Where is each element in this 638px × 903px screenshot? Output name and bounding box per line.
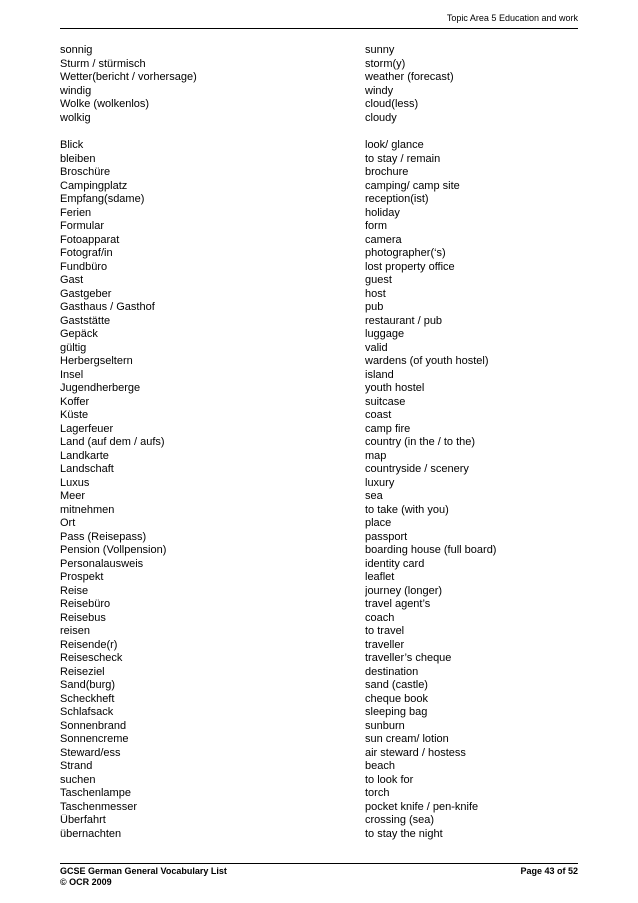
german-word: Fundbüro [60, 260, 108, 273]
vocab-section-holiday [60, 139, 578, 841]
english-translation: to take (with you) [365, 503, 449, 516]
german-word: Strand [60, 760, 93, 772]
vocab-row [60, 477, 578, 491]
german-word: Wetter(bericht / vorhersage) [60, 71, 197, 83]
vocab-row [60, 747, 578, 761]
english-translation: camp fire [365, 422, 411, 435]
vocab-row [60, 720, 578, 734]
english-translation: traveller’s cheque [365, 652, 452, 664]
vocab-row [60, 612, 578, 626]
english-translation: to stay the night [365, 827, 443, 840]
german-word: Fotoapparat [60, 233, 120, 246]
english-translation: wardens (of youth hostel) [365, 355, 489, 367]
german-word: wolkig [60, 111, 91, 124]
german-word: Empfang(sdame) [60, 193, 145, 205]
vocab-row [60, 261, 578, 275]
vocab-row [60, 504, 578, 518]
english-translation: cloudy [365, 111, 397, 124]
english-translation: place [365, 517, 392, 529]
english-translation: beach [365, 760, 395, 772]
german-word: Jugendherberge [60, 382, 141, 394]
vocab-row [60, 814, 578, 828]
german-word: Sand(burg) [60, 679, 116, 691]
page-header: Topic Area 5 Education and work [446, 13, 578, 23]
german-word: Koffer [60, 395, 90, 408]
english-translation: cheque book [365, 692, 428, 705]
vocab-row [60, 288, 578, 302]
vocab-row [60, 342, 578, 356]
vocab-row [60, 396, 578, 410]
vocab-row [60, 693, 578, 707]
german-word: sonnig [60, 44, 93, 56]
vocab-row [60, 490, 578, 504]
vocab-row [60, 679, 578, 693]
german-word: Steward/ess [60, 746, 121, 759]
german-word: Sonnenbrand [60, 719, 127, 732]
vocab-row [60, 44, 578, 58]
german-word: mitnehmen [60, 503, 115, 516]
german-word: Überfahrt [60, 814, 106, 826]
german-word: Reiseziel [60, 665, 105, 678]
vocab-row [60, 706, 578, 720]
english-translation: crossing (sea) [365, 814, 435, 826]
english-translation: identity card [365, 557, 425, 570]
german-word: Pension (Vollpension) [60, 544, 167, 556]
vocab-row [60, 436, 578, 450]
vocab-row [60, 666, 578, 680]
english-translation: travel agent’s [365, 598, 431, 610]
vocab-row [60, 801, 578, 815]
german-word: Herbergseltern [60, 355, 133, 367]
english-translation: torch [365, 787, 390, 799]
english-translation: destination [365, 665, 419, 678]
german-word: Ferien [60, 206, 92, 219]
german-word: Pass (Reisepass) [60, 530, 147, 543]
vocab-row [60, 625, 578, 639]
german-word: Campingplatz [60, 179, 128, 192]
english-translation: cloud(less) [365, 98, 419, 110]
vocab-row [60, 598, 578, 612]
german-word: Sonnencreme [60, 733, 129, 745]
german-word: Reisescheck [60, 652, 123, 664]
english-translation: weather (forecast) [365, 71, 454, 83]
vocab-row [60, 153, 578, 167]
english-translation: camping/ camp site [365, 179, 460, 192]
english-translation: brochure [365, 166, 409, 178]
vocab-row [60, 247, 578, 261]
vocab-row [60, 315, 578, 329]
footer-rule [60, 863, 578, 864]
vocab-row [60, 450, 578, 464]
english-translation: island [365, 368, 394, 381]
english-translation: valid [365, 341, 388, 354]
german-word: Gastgeber [60, 287, 112, 300]
german-word: Luxus [60, 476, 90, 489]
vocab-row [60, 301, 578, 315]
german-word: Reise [60, 584, 89, 597]
english-translation: sleeping bag [365, 706, 428, 718]
german-word: Blick [60, 139, 84, 151]
german-word: Insel [60, 368, 84, 381]
english-translation: country (in the / to the) [365, 436, 476, 448]
vocab-row [60, 544, 578, 558]
german-word: Lagerfeuer [60, 422, 114, 435]
english-translation: holiday [365, 206, 400, 219]
vocab-row [60, 58, 578, 72]
footer-title: GCSE German General Vocabulary List [60, 866, 227, 876]
english-translation: camera [365, 233, 402, 246]
vocab-row [60, 369, 578, 383]
vocab-row [60, 382, 578, 396]
vocab-row [60, 571, 578, 585]
english-translation: suitcase [365, 395, 406, 408]
vocab-row [60, 558, 578, 572]
english-translation: sand (castle) [365, 679, 428, 691]
german-word: Landschaft [60, 463, 114, 475]
german-word: Personalausweis [60, 557, 144, 570]
german-word: Formular [60, 220, 105, 232]
vocab-row [60, 774, 578, 788]
german-word: Ort [60, 517, 76, 529]
english-translation: lost property office [365, 260, 455, 273]
english-translation: to stay / remain [365, 152, 441, 165]
vocab-row [60, 585, 578, 599]
english-translation: coach [365, 611, 395, 624]
english-translation: sun cream/ lotion [365, 733, 449, 745]
english-translation: windy [365, 84, 394, 97]
english-translation: photographer(‘s) [365, 247, 446, 259]
english-translation: sunburn [365, 719, 405, 732]
page-footer [60, 866, 578, 888]
header-rule [60, 28, 578, 29]
german-word: Schlafsack [60, 706, 114, 718]
german-word: Küste [60, 409, 89, 421]
english-translation: restaurant / pub [365, 314, 443, 327]
german-word: bleiben [60, 152, 96, 165]
vocab-row [60, 180, 578, 194]
english-translation: countryside / scenery [365, 463, 469, 475]
vocab-row [60, 220, 578, 234]
english-translation: boarding house (full board) [365, 544, 497, 556]
german-word: Gaststätte [60, 314, 111, 327]
vocab-row [60, 639, 578, 653]
english-translation: passport [365, 530, 408, 543]
german-word: Reisebus [60, 611, 106, 624]
vocab-row [60, 139, 578, 153]
german-word: Wolke (wolkenlos) [60, 98, 150, 110]
english-translation: leaflet [365, 571, 395, 583]
vocab-row [60, 98, 578, 112]
vocab-row [60, 828, 578, 842]
vocab-row [60, 463, 578, 477]
german-word: Sturm / stürmisch [60, 57, 146, 70]
vocab-row [60, 531, 578, 545]
vocab-row [60, 409, 578, 423]
german-word: Reisende(r) [60, 638, 118, 651]
english-translation: traveller [365, 638, 405, 651]
vocab-row [60, 355, 578, 369]
german-word: Land (auf dem / aufs) [60, 436, 165, 448]
english-translation: map [365, 449, 387, 462]
english-translation: sea [365, 490, 383, 502]
german-word: Meer [60, 490, 86, 502]
english-translation: to travel [365, 625, 405, 637]
vocab-row [60, 423, 578, 437]
english-translation: form [365, 220, 387, 232]
vocab-row [60, 328, 578, 342]
english-translation: sunny [365, 44, 395, 56]
german-word: Reisebüro [60, 598, 111, 610]
german-word: Broschüre [60, 166, 111, 178]
english-translation: pocket knife / pen-knife [365, 800, 479, 813]
german-word: gültig [60, 341, 87, 354]
english-translation: guest [365, 274, 392, 286]
german-word: Prospekt [60, 571, 104, 583]
vocab-row [60, 207, 578, 221]
english-translation: look/ glance [365, 139, 424, 151]
english-translation: journey (longer) [365, 584, 443, 597]
german-word: reisen [60, 625, 90, 637]
german-word: Fotograf/in [60, 247, 113, 259]
english-translation: air steward / hostess [365, 746, 466, 759]
vocab-row [60, 787, 578, 801]
english-translation: luggage [365, 328, 405, 340]
english-translation: coast [365, 409, 392, 421]
vocab-row [60, 733, 578, 747]
vocab-row [60, 760, 578, 774]
vocab-row [60, 274, 578, 288]
english-translation: reception(ist) [365, 193, 429, 205]
vocab-row [60, 71, 578, 85]
german-word: Scheckheft [60, 692, 115, 705]
vocab-row [60, 517, 578, 531]
german-word: Gepäck [60, 328, 98, 340]
vocab-row [60, 166, 578, 180]
english-translation: luxury [365, 476, 395, 489]
english-translation: storm(y) [365, 57, 406, 70]
english-translation: to look for [365, 773, 414, 786]
german-word: Taschenlampe [60, 787, 131, 799]
vocab-row [60, 652, 578, 666]
footer-copyright: © OCR 2009 [60, 877, 112, 887]
german-word: Gast [60, 274, 84, 286]
german-word: Taschenmesser [60, 800, 138, 813]
vocab-row [60, 193, 578, 207]
vocab-row [60, 85, 578, 99]
english-translation: youth hostel [365, 382, 425, 394]
english-translation: host [365, 287, 386, 300]
german-word: Gasthaus / Gasthof [60, 301, 155, 313]
german-word: windig [60, 84, 92, 97]
vocab-row [60, 234, 578, 248]
vocab-row [60, 112, 578, 126]
vocab-section-weather [60, 44, 578, 125]
english-translation: pub [365, 301, 384, 313]
german-word: übernachten [60, 827, 122, 840]
german-word: Landkarte [60, 449, 109, 462]
german-word: suchen [60, 773, 96, 786]
page-number: Page 43 of 52 [520, 866, 578, 876]
